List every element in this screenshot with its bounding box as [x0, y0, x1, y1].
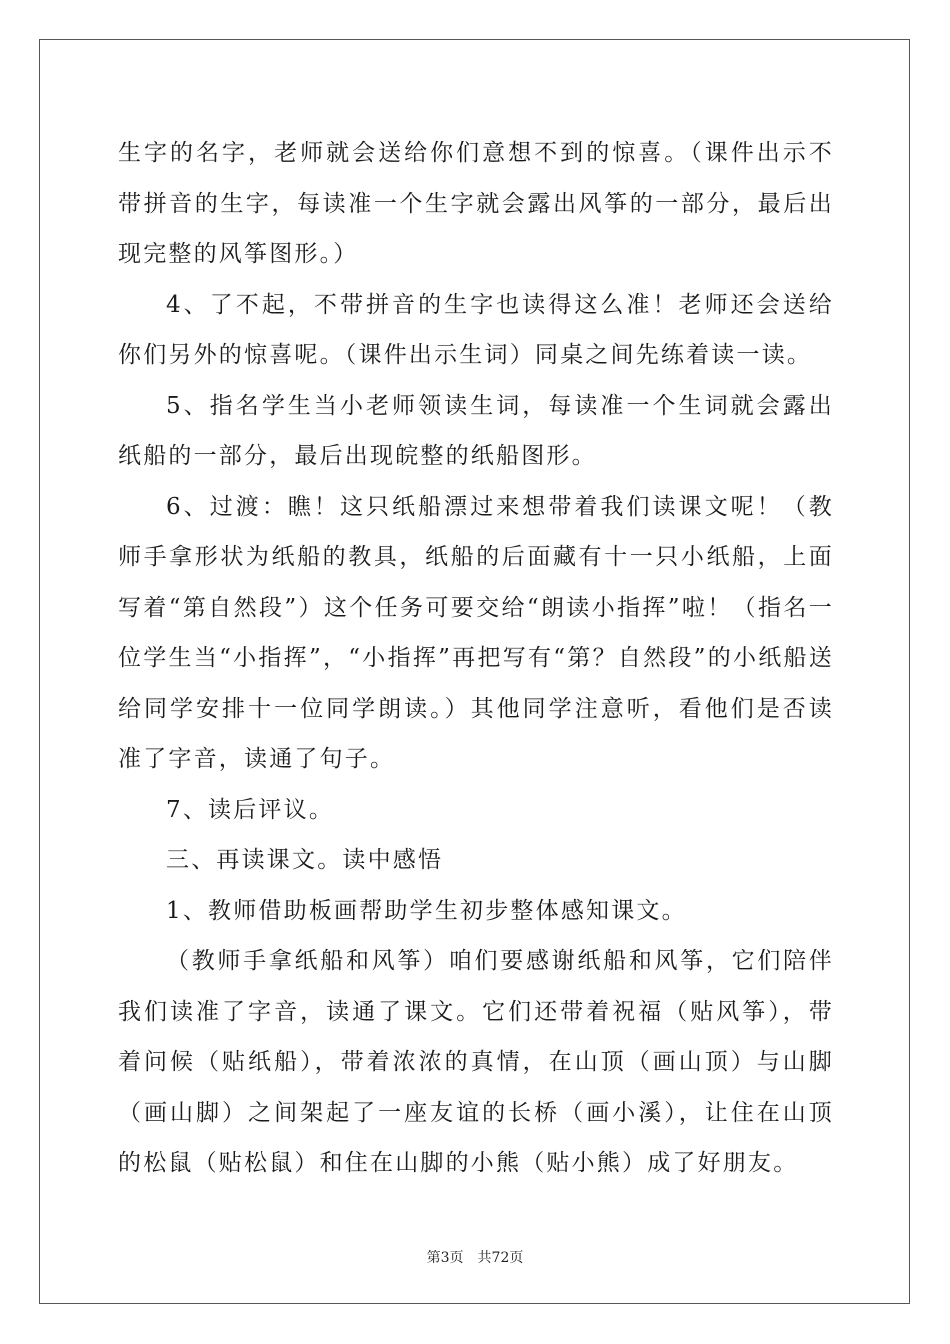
- paragraph-1: 生字的名字，老师就会送给你们意想不到的惊喜。（课件出示不带拼音的生字，每读准一个生字就会露出风筝的一部分，最后出现完整的风筝图形。）: [118, 140, 834, 267]
- section-heading: 三、再读课文。读中感悟: [166, 847, 444, 873]
- paragraph-2: 4、了不起，不带拼音的生字也读得这么准！老师还会送给你们另外的惊喜呢。（课件出示生词）同桌之间先练着读一读。: [118, 291, 834, 368]
- paragraph-6: 1、教师借助板画帮助学生初步整体感知课文。: [166, 897, 687, 924]
- paragraph-5: 7、读后评议。: [166, 796, 335, 823]
- page-footer: [0, 1247, 950, 1267]
- document-body: [118, 128, 834, 1189]
- paragraph-4: 6、过渡：瞧！这只纸船漂过来想带着我们读课文呢！（教师手拿形状为纸船的教具，纸船的后面藏有十一只小纸船，上面写着“第自然段”）这个任务可要交给“朗读小指挥”啦！（指名一位学生当“小指挥”，“小指挥”再把写有“第？自然段”的小纸船送给同学安排十一位同学朗读。）其他同学注意听，看他们是否读准了字音，读通了句子。: [118, 493, 834, 772]
- paragraph-3: 5、指名学生当小老师领读生词，每读准一个生词就会露出纸船的一部分，最后出现皖整的纸船图形。: [118, 392, 834, 469]
- current-page-number: 第3页: [426, 1250, 464, 1266]
- paragraph-7: （教师手拿纸船和风筝）咱们要感谢纸船和风筝，它们陪伴我们读准了字音，读通了课文。它们还带着祝福（贴风筝），带着问候（贴纸船），带着浓浓的真情，在山顶（画山顶）与山脚（画山脚）之间架起了一座友谊的长桥（画小溪），让住在山顶的松鼠（贴松鼠）和住在山脚的小熊（贴小熊）成了好朋友。: [118, 948, 834, 1176]
- total-pages: 共72页: [477, 1250, 524, 1266]
